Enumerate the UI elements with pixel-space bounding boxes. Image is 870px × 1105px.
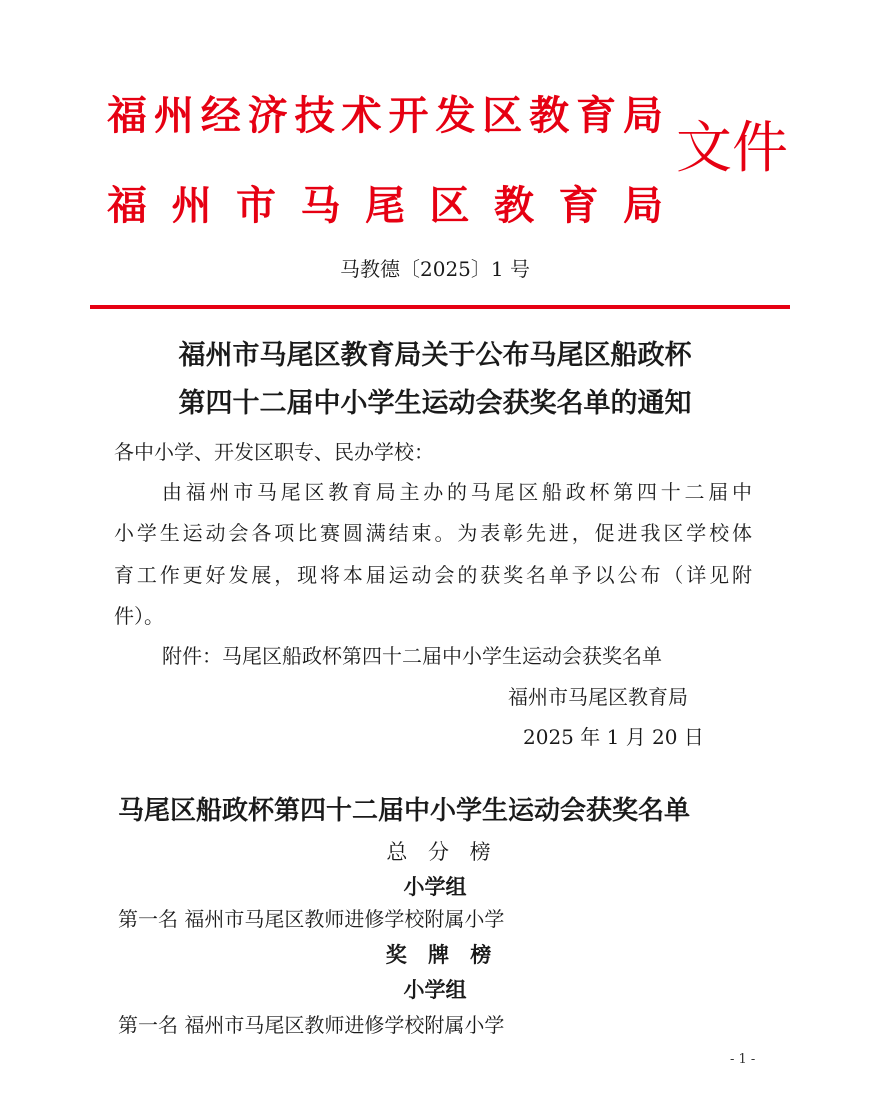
signer: 福州市马尾区教育局	[508, 685, 688, 709]
issue-date: 2025 年 1 月 20 日	[523, 725, 704, 749]
paragraph-line-3: 育工作更好发展，现将本届运动会的获奖名单予以公布（详见附	[114, 563, 752, 587]
doc-suffix: 文件	[676, 116, 788, 181]
issuer-line-1: 福州经济技术开发区教育局	[107, 93, 663, 139]
section-heading-total: 总 分 榜	[386, 840, 498, 864]
salutation: 各中小学、开发区职专、民办学校：	[114, 440, 434, 464]
issuer-line-2: 福州市马尾区教育局	[107, 183, 663, 229]
paragraph-line-1: 由福州市马尾区教育局主办的马尾区船政杯第四十二届中	[162, 480, 752, 504]
red-divider	[90, 305, 790, 309]
award-entry: 第一名 福州市马尾区教师进修学校附属小学	[118, 907, 505, 931]
doc-number: 马教德〔2025〕1 号	[340, 257, 530, 281]
group-label: 小学组	[403, 875, 467, 899]
paragraph-line-4: 件）。	[114, 604, 164, 628]
notice-title-line-1: 福州市马尾区教育局关于公布马尾区船政杯	[178, 340, 692, 371]
award-list-title: 马尾区船政杯第四十二届中小学生运动会获奖名单	[118, 796, 691, 826]
group-label: 小学组	[403, 978, 467, 1002]
attachment-note: 附件：马尾区船政杯第四十二届中小学生运动会获奖名单	[162, 644, 662, 668]
section-heading-medal: 奖 牌 榜	[385, 943, 499, 967]
page-number: - 1 -	[730, 1052, 756, 1067]
notice-title-line-2: 第四十二届中小学生运动会获奖名单的通知	[178, 388, 692, 419]
award-entry: 第一名 福州市马尾区教师进修学校附属小学	[118, 1013, 505, 1037]
paragraph-line-2: 小学生运动会各项比赛圆满结束。为表彰先进，促进我区学校体	[114, 521, 752, 545]
